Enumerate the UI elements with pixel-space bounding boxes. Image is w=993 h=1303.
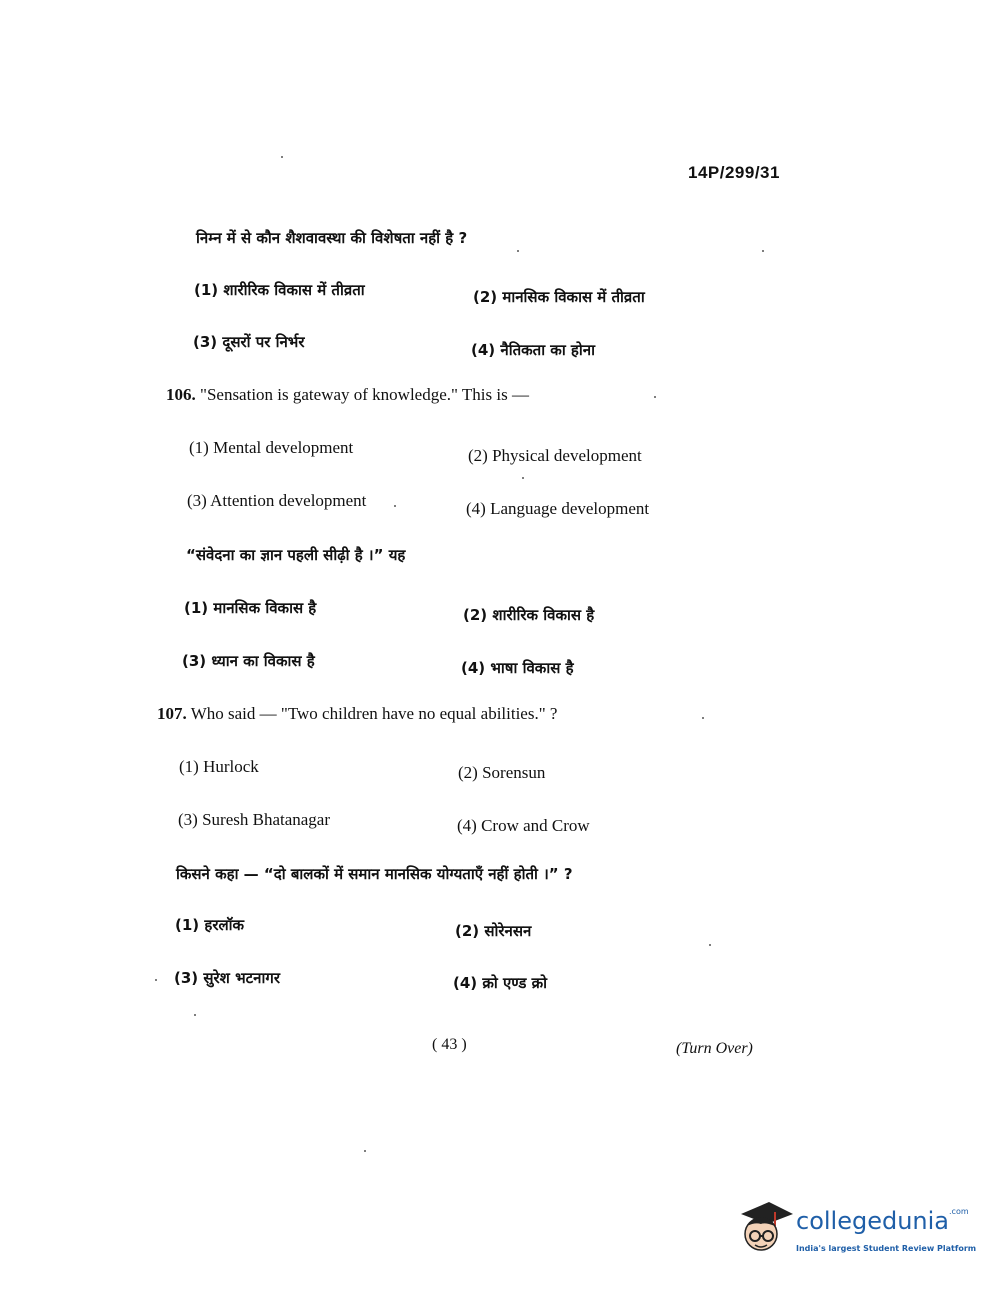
- q106-option-3: (3) Attention development: [187, 491, 367, 510]
- q107-hindi-option-3: (3) सुरेश भटनागर: [174, 969, 280, 987]
- q107-option-2: (2) Sorensun: [458, 763, 546, 782]
- q107-hindi-option-2: (2) सोरेनसन: [455, 922, 532, 940]
- q107-hindi-question: किसने कहा — “दो बालकों में समान मानसिक योग्यताएँ नहीं होती ।” ?: [176, 865, 573, 883]
- turn-over-label: (Turn Over): [676, 1040, 753, 1057]
- paper-code: 14P/299/31: [688, 163, 780, 182]
- q105-hindi-option-3: (3) दूसरों पर निर्भर: [193, 333, 305, 351]
- q106-hindi-option-1: (1) मानसिक विकास है: [184, 599, 317, 617]
- brand-text: collegedunia: [796, 1207, 950, 1235]
- q106-option-2: (2) Physical development: [468, 446, 642, 465]
- q105-hindi-option-4: (4) नैतिकता का होना: [471, 341, 595, 359]
- q107-number: 107.: [157, 704, 187, 723]
- q107-option-1: (1) Hurlock: [179, 757, 259, 776]
- q106-question: [166, 385, 529, 405]
- q107-option-3: (3) Suresh Bhatanagar: [178, 810, 331, 829]
- q107-option-4: (4) Crow and Crow: [457, 816, 590, 835]
- q107-question: [157, 704, 557, 724]
- q106-number: 106.: [166, 385, 196, 404]
- q105-hindi-option-2: (2) मानसिक विकास में तीव्रता: [473, 288, 645, 306]
- collegedunia-tagline: India's largest Student Review Platform: [796, 1244, 977, 1253]
- q106-hindi-option-4: (4) भाषा विकास है: [461, 659, 574, 677]
- q106-option-4: (4) Language development: [466, 499, 650, 518]
- q106-hindi-option-3: (3) ध्यान का विकास है: [182, 652, 315, 670]
- q106-hindi-option-2: (2) शारीरिक विकास है: [463, 606, 595, 624]
- q106-hindi-question: “संवेदना का ज्ञान पहली सीढ़ी है ।” यह: [186, 546, 406, 564]
- q107-text: Who said — "Two children have no equal abilities." ?: [190, 704, 558, 723]
- brand-domain: .com: [949, 1207, 969, 1216]
- q107-hindi-option-4: (4) क्रो एण्ड क्रो: [453, 974, 548, 992]
- q105-hindi-question: निम्न में से कौन शैशवावस्था की विशेषता नहीं है ?: [196, 229, 468, 247]
- q106-option-1: (1) Mental development: [189, 438, 354, 457]
- collegedunia-brand-name: [796, 1207, 969, 1235]
- q106-text: "Sensation is gateway of knowledge." This is —: [200, 385, 529, 404]
- page-number: ( 43 ): [432, 1036, 467, 1053]
- q105-hindi-option-1: (1) शारीरिक विकास में तीव्रता: [194, 281, 365, 299]
- q107-hindi-option-1: (1) हरलॉक: [175, 916, 245, 934]
